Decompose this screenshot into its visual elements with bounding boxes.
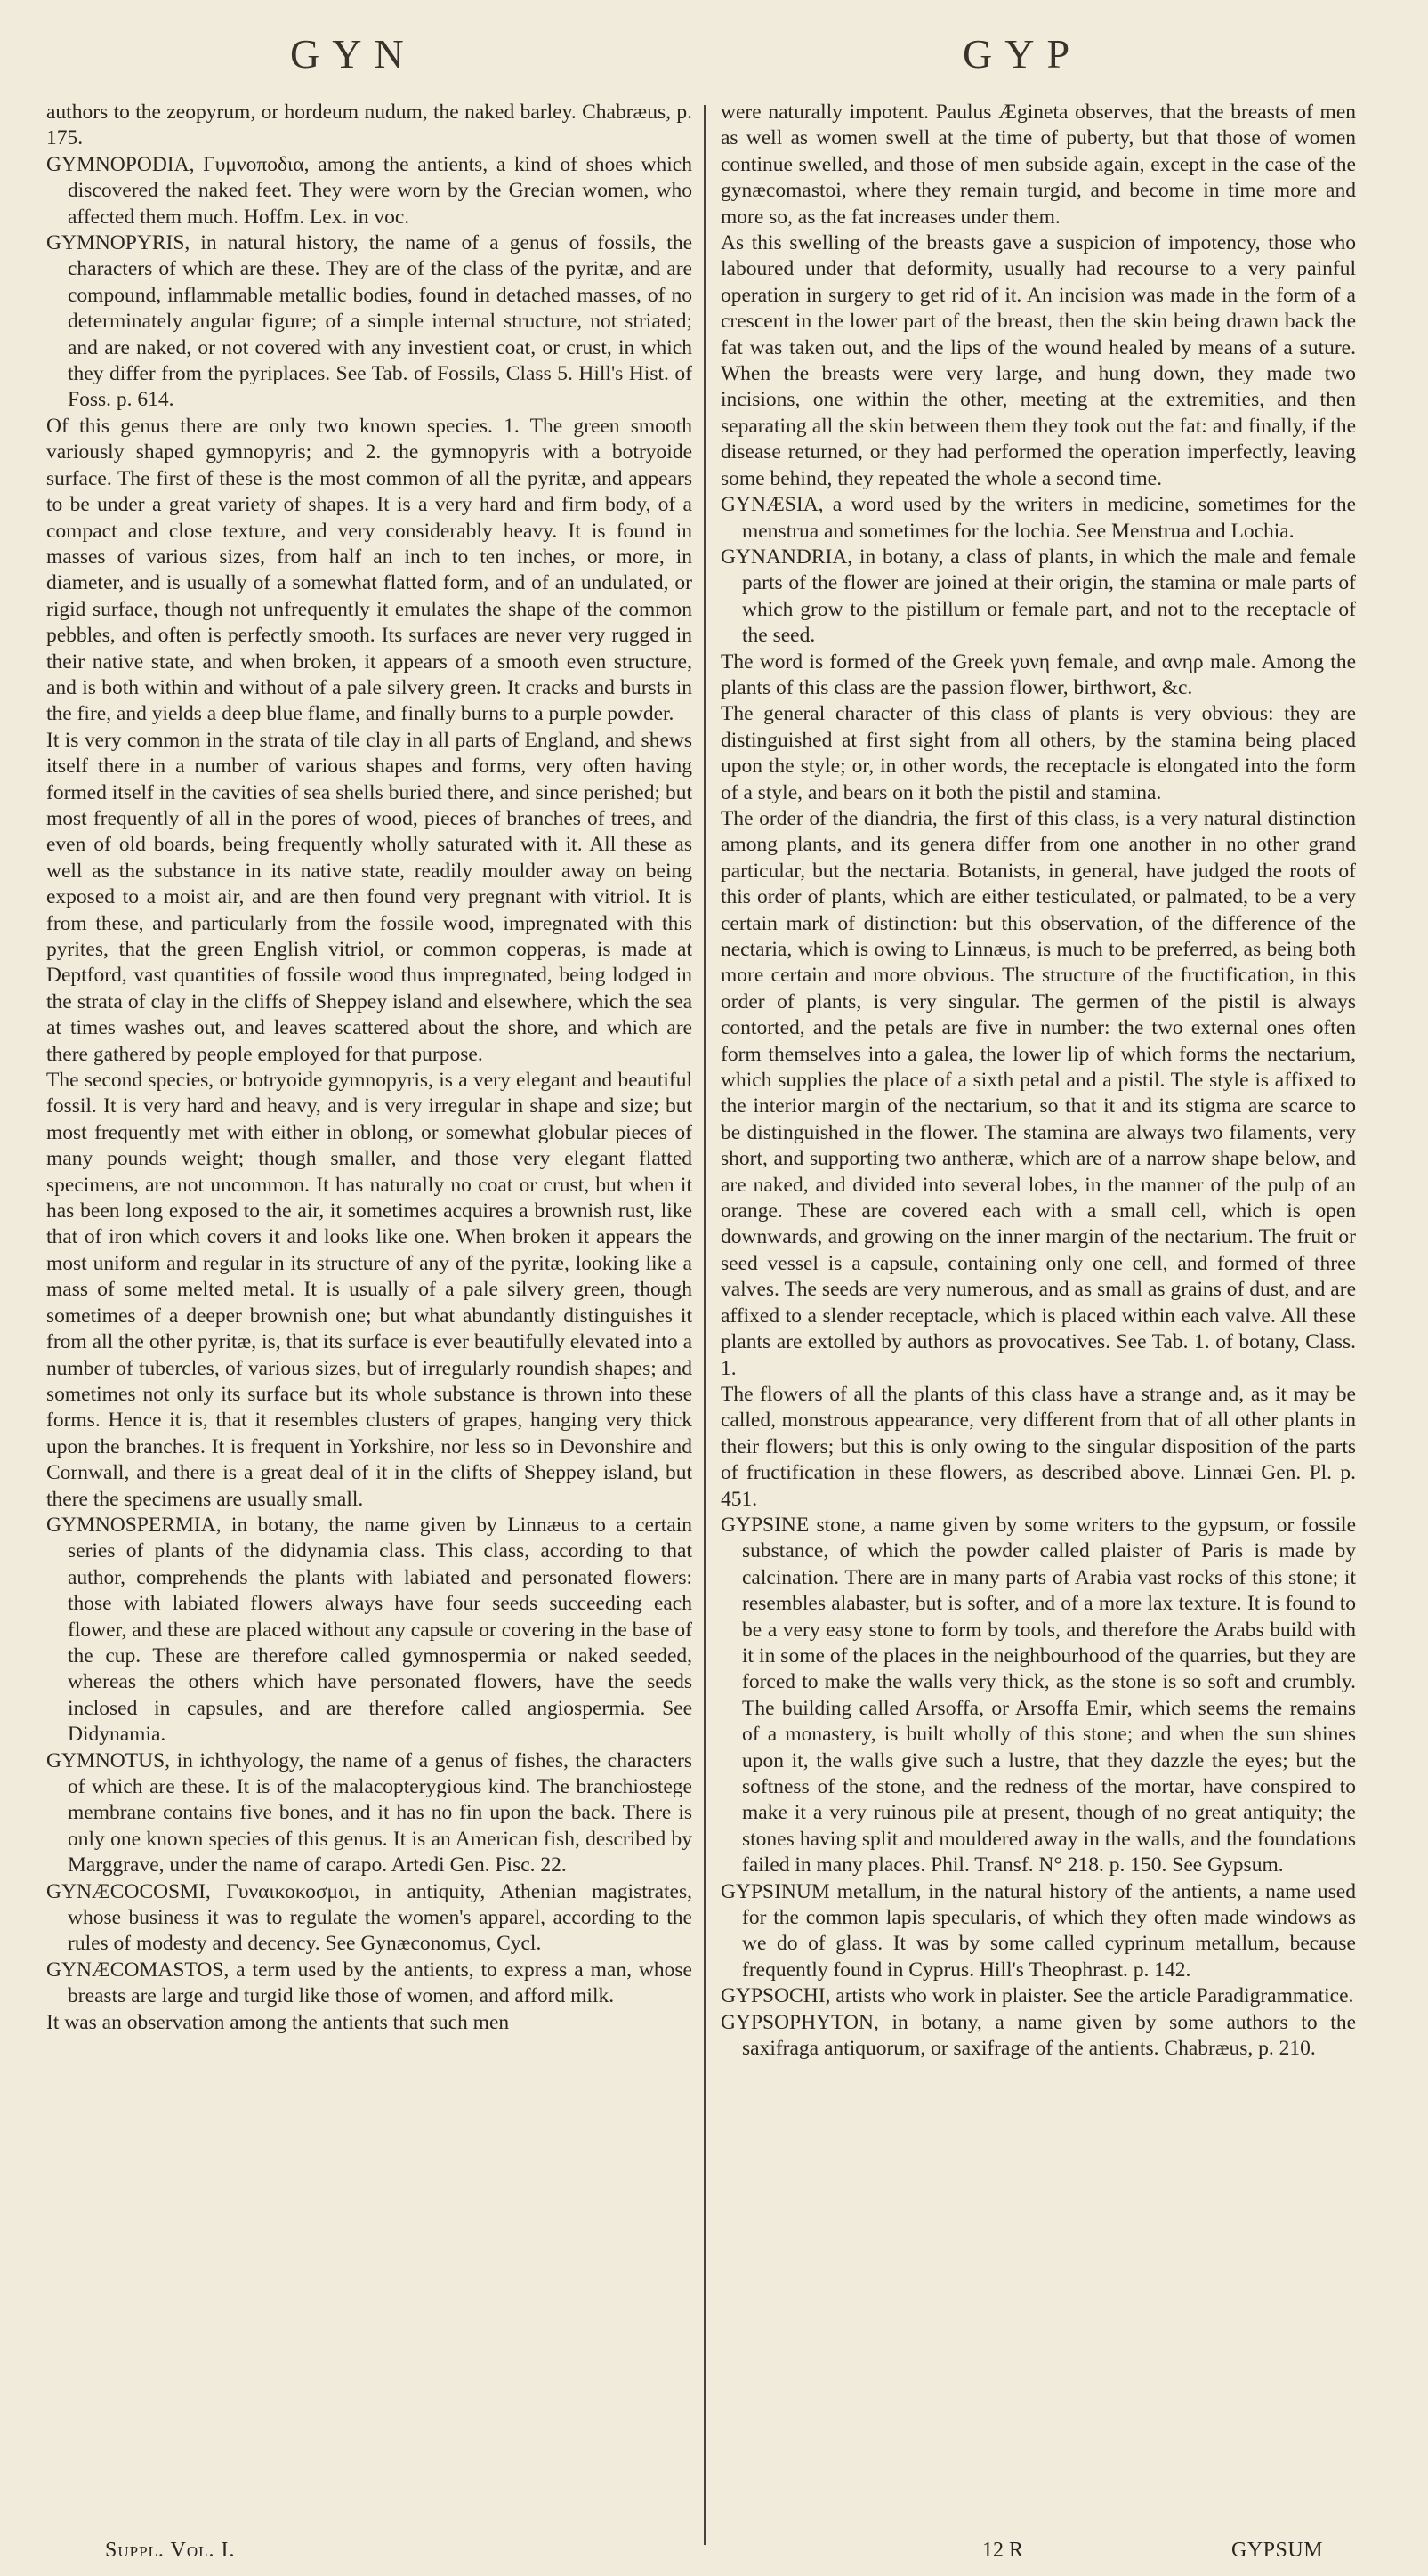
entry-paragraph: The flowers of all the plants of this class have a strange and, as it may be called, monstrous appearance, very different from that of all other plants in their flowers; but this is only owing to the singular disposition of the parts of fructification in these flowers, as described above. Linnæi Gen. Pl. p. 451. [721,1382,1356,1511]
entry-paragraph: were naturally impotent. Paulus Ægineta observes, that the breasts of men as well as women swell at the time of puberty, but that those of women continue swelled, and those of men subside again, except in the case of the gynæcomastoi, where they remain turgid, and become in time more and more so, as the fat increases under them. [721,101,1356,229]
column-rule [704,105,706,2545]
dictionary-entry: GYMNOPODIA, Γυμνοποδια, among the antients, a kind of shoes which discovered the naked feet. They were worn by the Grecian women, who affected them much. Hoffm. Lex. in voc. [46,152,692,229]
running-head [0,30,1428,84]
entry-paragraph: The order of the diandria, the first of this class, is a very natural distinction among plants, and its genera differ from one another in no other grand particular, but the nectaria. Botanists, in general, have judged the roots of this order of plants, which are either testiculated, or palmated, to be a very certain mark of distinction: but this observation, of the difference of the nectaria, which is owing to Linnæus, is much to be preferred, as being both more certain and more obvious. The structure of the fructification, in this order of plants, is very singular. The germen of the pistil is always contorted, and the petals are five in number: the two external ones often form themselves into a galea, the lower lip of which forms the nectarium, which supplies the place of a sixth petal and a pistil. The style is affixed to the interior margin of the nectarium, so that it and its stigma are scarce to be distinguished in the flower. The stamina are always two filaments, very short, and supporting two antheræ, which are of a narrow shape below, and are naked, and divided into several lobes, in the manner of the pulp of an orange. These are covered each with a small cell, which is open downwards, and growing on the inner margin of the nectarium. The fruit or seed vessel is a capsule, containing only one cell, and formed of three valves. The seeds are very numerous, and as small as grains of dust, and are affixed to a slender receptacle, which is placed within each valve. All these plants are extolled by authors as provocatives. See Tab. 1. of botany, Class. 1. [721,806,1356,1380]
right-column [721,100,1356,2538]
left-column [46,100,692,2538]
volume-label: Suppl. Vol. I. [105,2539,236,2562]
entry-paragraph: It is very common in the strata of tile clay in all parts of England, and shews itself there in a number of various shapes and forms, very often having formed itself in the cavities of sea shells buried there, and since perished; but most frequently of all in the pores of wood, pieces of branches of trees, and even of old boards, being frequently wholly saturated with it. All these as well as the substance in its native state, readily moulder away on being exposed to a moist air, and are then found very pregnant with vitriol. It is from these, and particularly from the fossile wood, impregnated with this pyrites, that the green English vitriol, or common copperas, is made at Deptford, vast quantities of fossile wood thus impregnated, being lodged in the strata of clay in the cliffs of Sheppey island and elsewhere, which the sea at times washes out, and leaves scattered about the shore, and which are there gathered by people employed for that purpose. [46,728,692,1066]
dictionary-entry: GYNÆCOMASTOS, a term used by the antients, to express a man, whose breasts are large and turgid like those of women, and afford milk. [46,1958,692,2008]
entry-paragraph: The word is formed of the Greek γυνη female, and ανηρ male. Among the plants of this class are the passion flower, birthwort, &c. [721,650,1356,699]
dictionary-entry: GYMNOTUS, in ichthyology, the name of a genus of fishes, the characters of which are these. It is of the malacopterygious kind. The branchiostege membrane contains five bones, and it has no fin upon the back. There is only one known species of this genus. It is an American fish, described by Marggrave, under the name of carapo. Artedi Gen. Pisc. 22. [46,1748,692,1877]
entry-paragraph: authors to the zeopyrum, or hordeum nudum, the naked barley. Chabræus, p. 175. [46,101,692,150]
dictionary-entry: GYPSOPHYTON, in botany, a name given by some authors to the saxifraga antiquorum, or saxifrage of the antients. Chabræus, p. 210. [721,2010,1356,2061]
dictionary-entry: GYPSOCHI, artists who work in plaister. See the article Paradigrammatice. [721,1984,1354,2008]
dictionary-entry: GYNÆSIA, a word used by the writers in medicine, sometimes for the menstrua and sometimes for the lochia. See Menstrua and Lochia. [721,493,1356,543]
dictionary-entry: GYPSINUM metallum, in the natural history of the antients, a name used for the common lapis specularis, of which they often made windows as we do of glass. It was by some called cyprinum metallum, because frequently found in Cyprus. Hill's Theophrast. p. 142. [721,1879,1356,1982]
dictionary-entry: GYNANDRIA, in botany, a class of plants, in which the male and female parts of the flower are joined at their origin, the stamina or male parts of which grow to the pistillum or female part, and not to the receptacle of the seed. [721,545,1356,648]
dictionary-entry: GYMNOSPERMIA, in botany, the name given by Linnæus to a certain series of plants of the didynamia class. This class, according to that author, comprehends the plants with labiated and personated flowers: those with labiated flowers always have four seeds succeeding each flower, and these are placed without any capsule or covering in the base of the cup. These are therefore called gymnospermia or naked seeded, whereas the others which have personated flowers, have the seeds inclosed in capsules, and are therefore called angiospermia. See Didynamia. [46,1513,692,1747]
entry-paragraph: The general character of this class of plants is very obvious: they are distinguished at first sight from all others, by the stamina being placed upon the style; or, in other words, the receptacle is elongated into the form of a style, and bears on it both the pistil and stamina. [721,702,1356,804]
entry-paragraph: As this swelling of the breasts gave a suspicion of impotency, those who laboured under that deformity, usually had recourse to a very painful operation in surgery to get rid of it. An incision was made in the form of a crescent in the lower part of the breast, then the skin being drawn back the fat was taken out, and the lips of the wound healed by means of a suture. When the breasts were very large, and hung down, they made two incisions, one within the other, meeting at the extremities, and then separating all the skin between them they took out the fat: and finally, if the disease returned, or they had performed the operation imperfectly, leaving some behind, they repeated the whole a second time. [721,231,1356,490]
dictionary-entry: GYNÆCOCOSMI, Γυναικοκοσμοι, in antiquity, Athenian magistrates, whose business it was to regulate the women's apparel, according to the rules of modesty and decency. See Gynæconomus, Cycl. [46,1879,692,1956]
running-head-left: GYN [290,31,416,77]
entry-paragraph: The second species, or botryoide gymnopyris, is a very elegant and beautiful fossil. It is very hard and heavy, and is very irregular in shape and size; but most frequently met with either in oblong, or somewhat globular pieces of many pounds weight; though smaller, and those very elegant flatted specimens, are not uncommon. It has naturally no coat or crust, but when it has been long exposed to the air, it sometimes acquires a brownish rust, like that of iron which covers it and looks like one. When broken it appears the most uniform and regular in its structure of any of the pyritæ, looking like a mass of some melted metal. It is usually of a pale silvery green, though sometimes of a deeper brownish one; but what abundantly distinguishes it from all the other pyritæ, is, that its surface is ever beautifully elevated into a number of tubercles, of various sizes, but of irregularly roundish shapes; and sometimes not only its surface but its whole substance is thrown into these forms. Hence it is, that it resembles clusters of grapes, hanging very thick upon the branches. It is frequent in Yorkshire, nor less so in Devonshire and Cornwall, and there is a great deal of it in the clifts of Sheppey island, but there the specimens are usually small. [46,1069,692,1511]
page-footer [0,2539,1428,2571]
signature-mark: 12 R [982,2539,1024,2562]
running-head-right: GYP [963,31,1083,77]
entry-paragraph: Of this genus there are only two known species. 1. The green smooth variously shaped gymnopyris; and 2. the gymnopyris with a botryoide surface. The first of these is the most common of all the pyritæ, and appears to be under a great variety of shapes. It is a very hard and firm body, of a compact and close texture, and very considerably heavy. It is found in masses of various sizes, from half an inch to ten inches, or more, in diameter, and is usually of a somewhat flatted form, and of an undulated, or rigid surface, though not unfrequently it emulates the shape of the common pebbles, and often is perfectly smooth. Its surfaces are never very rugged in their native state, and when broken, it appears of a smooth even structure, and is both within and without of a pale silvery green. It cracks and bursts in the fire, and yields a deep blue flame, and finally burns to a purple powder. [46,414,692,726]
entry-paragraph: It was an observation among the antients that such men [46,2010,510,2034]
dictionary-entry: GYMNOPYRIS, in natural history, the name of a genus of fossils, the characters of which are these. They are of the class of the pyritæ, and are compound, inflammable metallic bodies, found in detached masses, of no determinately angular figure; of a simple internal structure, not striated; and are naked, or not covered with any investient coat, or crust, in which they differ from the pyriplaces. See Tab. of Fossils, Class 5. Hill's Hist. of Foss. p. 614. [46,231,692,412]
catchword: GYPSUM [1231,2539,1324,2562]
dictionary-entry: GYPSINE stone, a name given by some writers to the gypsum, or fossile substance, of which the powder called plaister of Paris is made by calcination. There are in many parts of Arabia vast rocks of this stone; it resembles alabaster, but is softer, and of a more lax texture. It is found to be a very easy stone to form by tools, and therefore the Arabs build with it in some of the places in the neighbourhood of the quarries, but they are forced to make the walls very thick, as the stone is so soft and crumbly. The building called Arsoffa, or Arsoffa Emir, which seems the remains of a monastery, is built wholly of this stone; and when the sun shines upon it, the walls give such a lustre, that they dazzle the eyes; but the softness of the stone, and the redness of the mortar, have conspired to make it a very ruinous pile at present, though of no great antiquity; the stones having split and mouldered away in the walls, and the foundations failed in many places. Phil. Transf. N° 218. p. 150. See Gypsum. [721,1513,1356,1877]
